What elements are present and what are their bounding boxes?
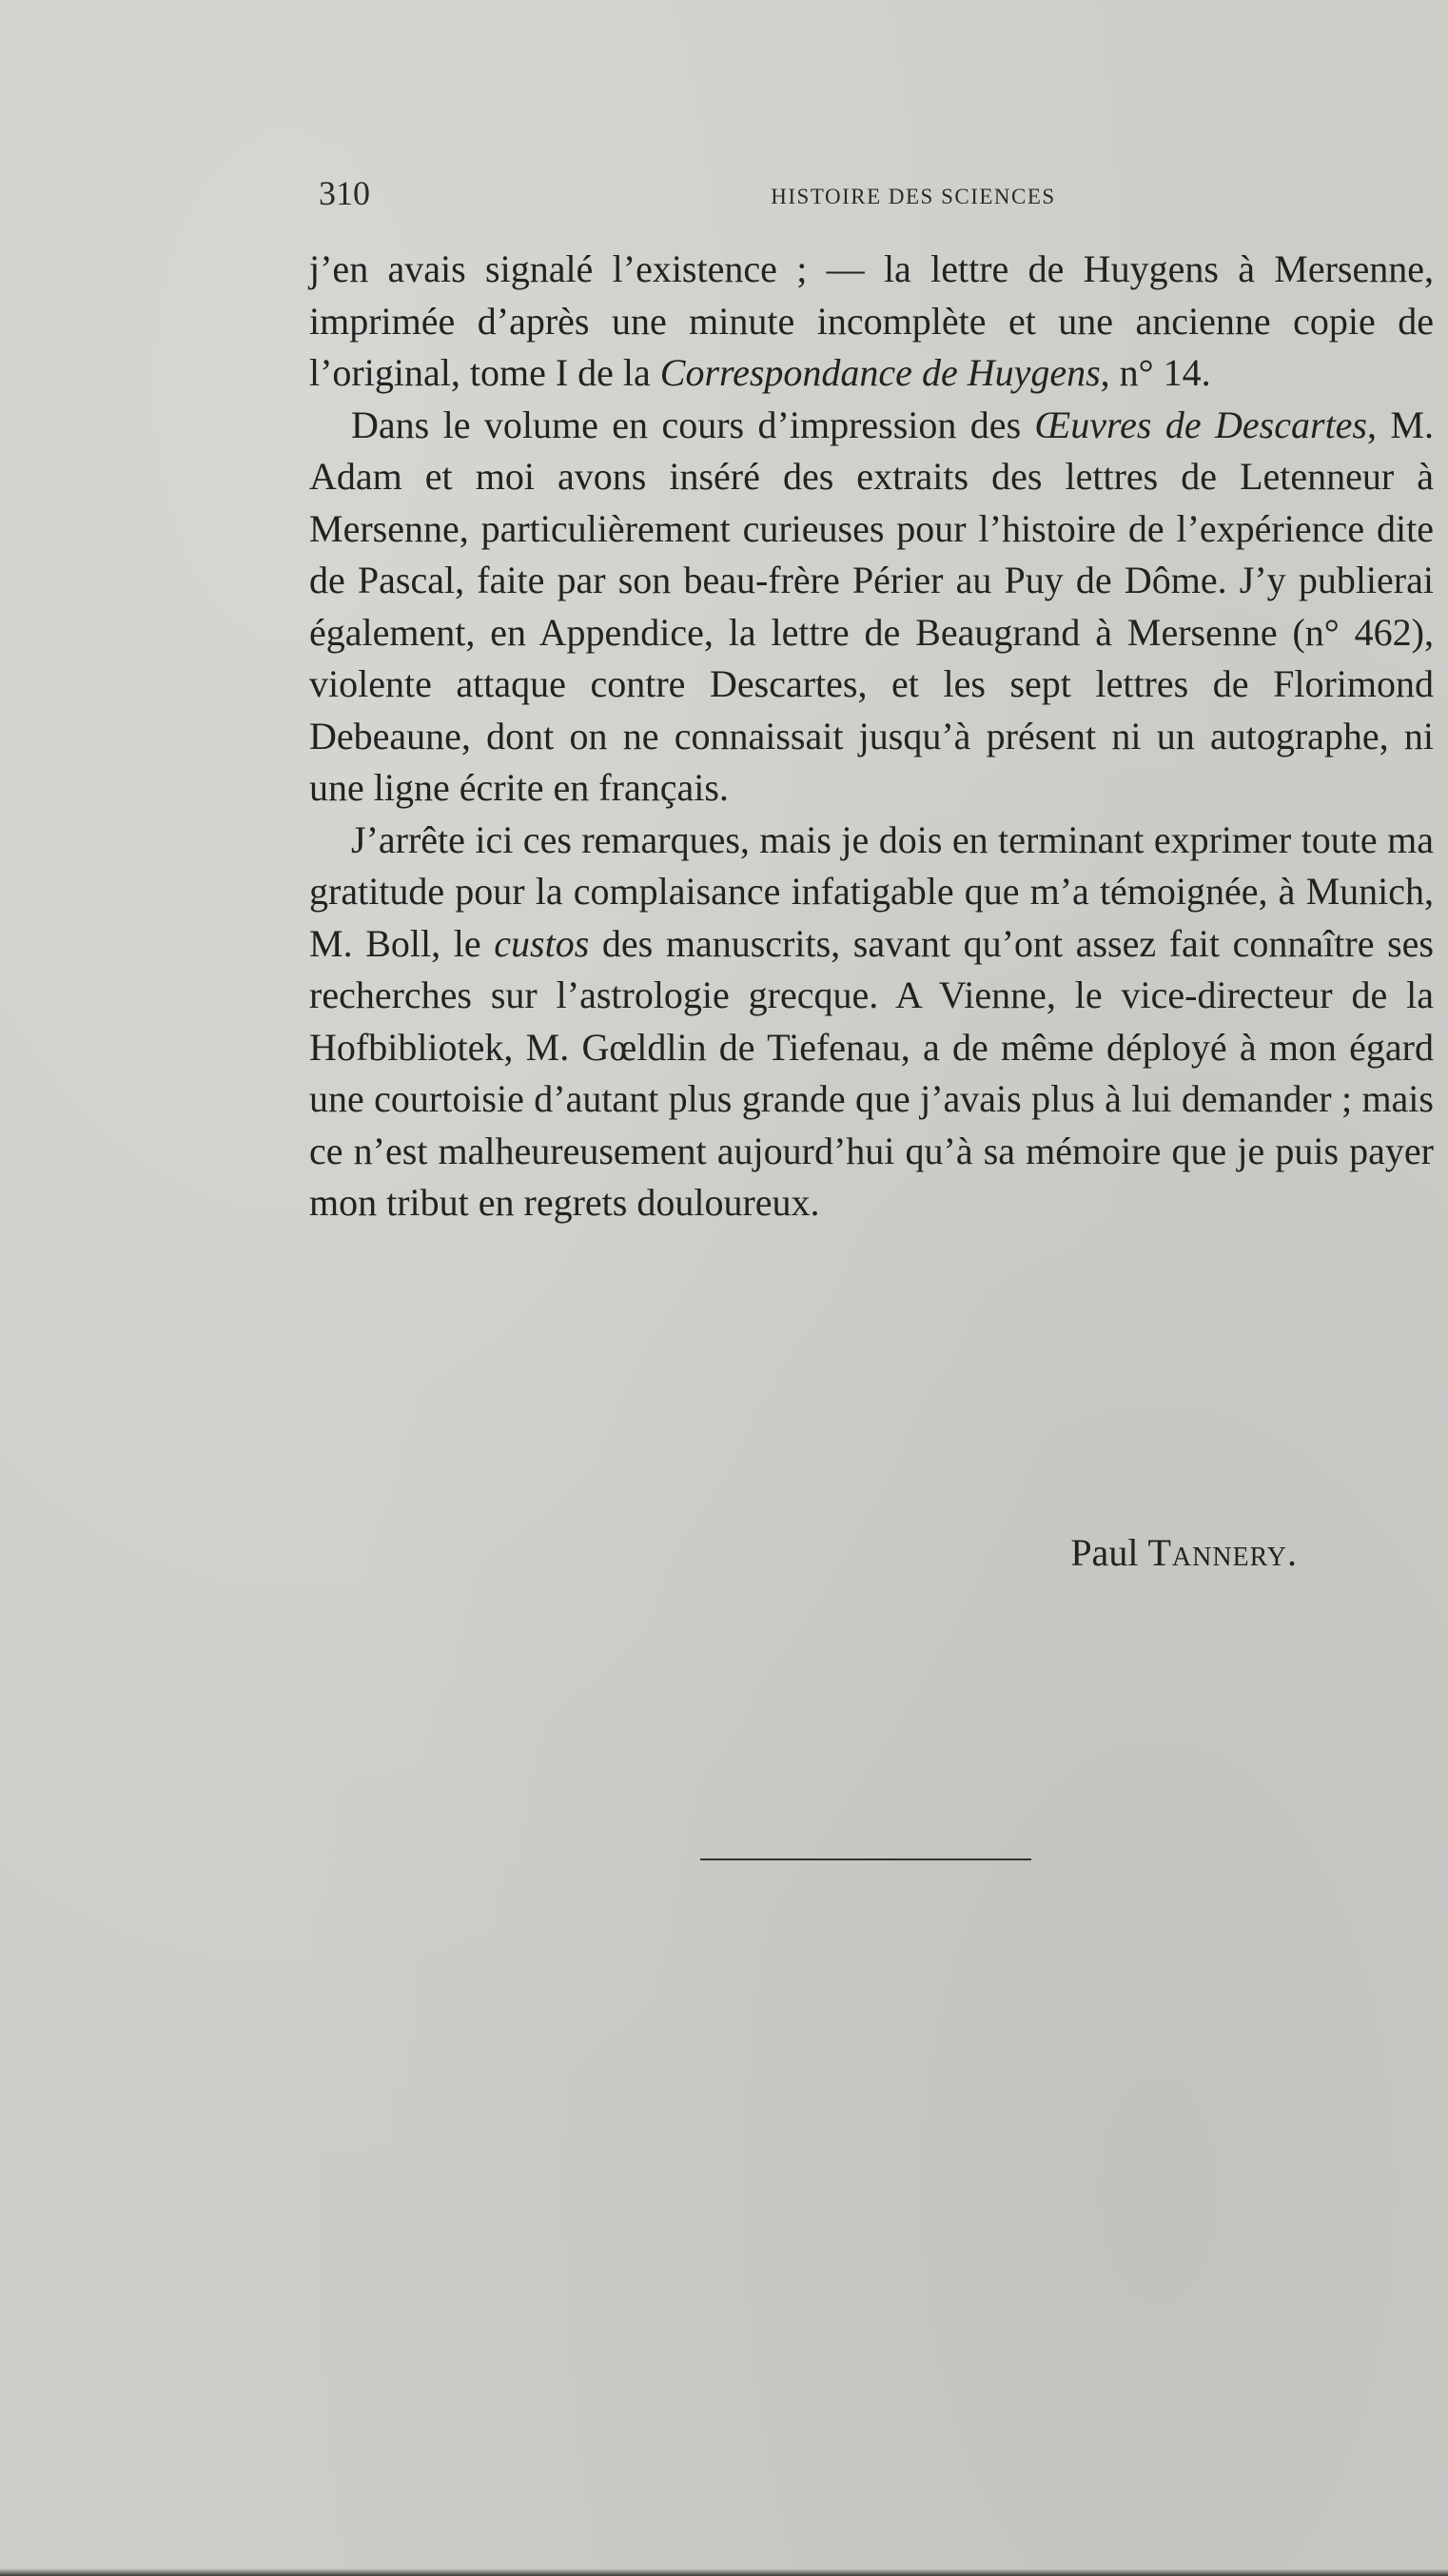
section-end-rule (700, 1858, 1031, 1860)
italic-text: Correspondance de Huygens (659, 351, 1101, 394)
body-text (309, 244, 1434, 1229)
author-last-name: Tannery. (1147, 1531, 1298, 1574)
author-first-name: Paul (1070, 1531, 1139, 1574)
text-run: , n° 14. (1100, 351, 1211, 394)
text-run: Dans le volume en cours d’impression des (351, 403, 1035, 446)
text-run: des manuscrits, savant qu’ont assez fait connaître ses recherches sur l’astrologie grecque. A Vienne, le vice-directeur de la Hofbibliotek, M. Gœldlin de Tiefenau, a de même déployé à mon égard une courtoisie d’autant plus grande que j’avais plus à lui demander ; mais ce n’est malheureusement aujourd’hui qu’à sa mémoire que je puis payer mon tribut en regrets douloureux. (309, 921, 1435, 1224)
text-run: J’arrête ici ces remarques, mais je dois en terminant exprimer toute ma gratitude pour la complaisance infatigable que m’a témoignée, à Munich, M. Boll, le (309, 817, 1434, 965)
italic-text: Œuvres de Descartes (1034, 403, 1368, 446)
running-title: HISTOIRE DES SCIENCES (771, 185, 1056, 208)
page-number: 310 (319, 174, 370, 212)
paragraph (309, 244, 1434, 400)
text-run: j’en avais signalé l’existence ; — la lettre de Huygens à Mersenne, imprimée d’après une minute incomplète et une ancienne copie de l’original, tome I de la (309, 247, 1434, 394)
author-signature (1070, 1530, 1298, 1575)
italic-text: custos (494, 921, 590, 965)
scan-bottom-edge (0, 2568, 1448, 2576)
page-header (319, 173, 1432, 221)
paragraph (309, 815, 1434, 1229)
text-run: , M. Adam et moi avons inséré des extraits des lettres de Letenneur à Mersenne, particulièrement curieuses pour l’histoire de l’expérience dite de Pascal, faite par son beau-frère Périer au Puy de Dôme. J’y publierai également, en Appendice, la lettre de Beaugrand à Mersenne (n° 462), violente attaque contre Descartes, et les sept lettres de Florimond Debeaune, dont on ne connaissait jusqu’à présent ni un autographe, ni une ligne écrite en français. (309, 403, 1434, 809)
paragraph (309, 400, 1434, 815)
